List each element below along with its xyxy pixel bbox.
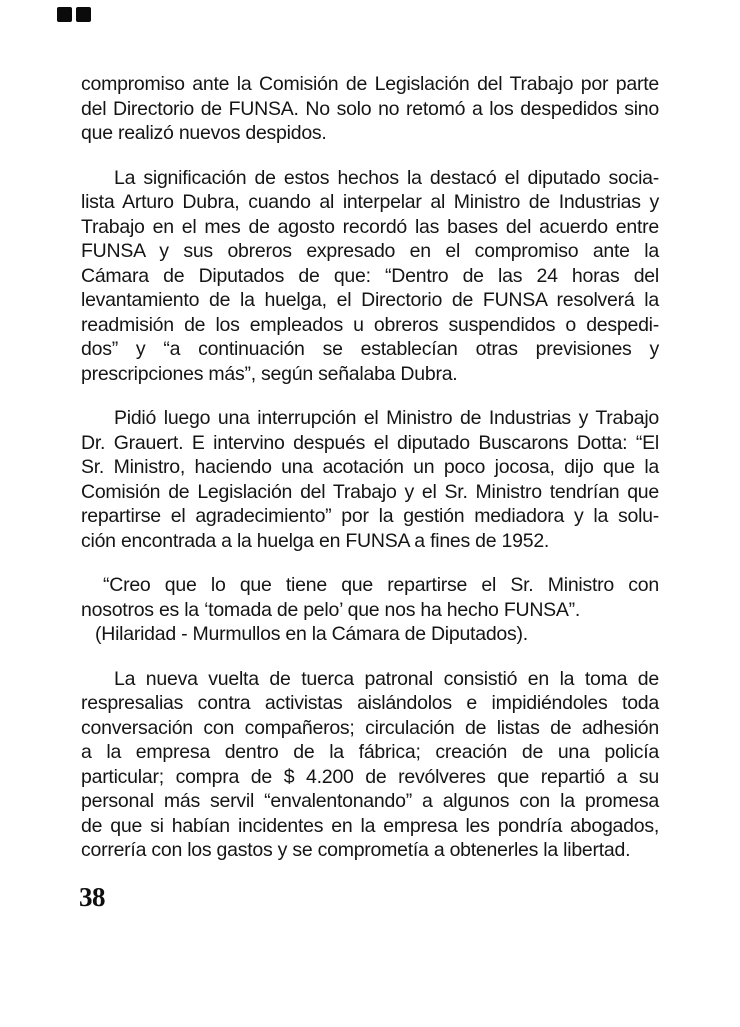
text-line: compromiso ante la Comisión de Legislación del Trabajo por parte <box>81 73 659 95</box>
paragraph <box>81 406 659 553</box>
scan-artifact-mark <box>57 7 72 22</box>
text-line: conversación con compañeros; circulación de listas de adhesión <box>81 716 659 739</box>
text-line: ción encontrada a la huelga en FUNSA a fines de 1952. <box>81 529 550 552</box>
scan-artifact-mark <box>76 7 91 22</box>
text-line: Cámara de Diputados de que: “Dentro de las 24 horas del <box>81 264 659 287</box>
text-line: repartirse el agradecimiento” por la gestión mediadora y la solu- <box>81 505 659 527</box>
text-line: La nueva vuelta de tuerca patronal consistió en la toma de <box>114 667 659 690</box>
page-text <box>81 72 659 883</box>
text-line: (Hilaridad - Murmullos en la Cámara de Diputados). <box>95 623 528 645</box>
text-line: Trabajo en el mes de agosto recordó las bases del acuerdo entre <box>81 215 659 238</box>
paragraph <box>81 667 659 863</box>
text-line: Comisión de Legislación del Trabajo y el Sr. Ministro tendrían que <box>81 480 659 503</box>
text-line: Pidió luego una interrupción el Ministro de Industrias y Trabajo <box>114 407 659 429</box>
text-line: FUNSA y sus obreros expresado en el compromiso ante la <box>81 240 659 262</box>
text-line: levantamiento de la huelga, el Directorio de FUNSA resolverá la <box>81 289 659 311</box>
text-line: La significación de estos hechos la destacó el diputado socia- <box>114 166 659 189</box>
text-line: dos” y “a continuación se establecían otras previsiones y <box>81 338 659 360</box>
text-line: prescripciones más”, según señalaba Dubra. <box>81 362 458 385</box>
paragraph <box>81 573 659 647</box>
paragraph <box>81 72 659 146</box>
text-line: nosotros es la ‘tomada de pelo’ que nos ha hecho FUNSA”. <box>81 598 581 621</box>
text-line: a la empresa dentro de la fábrica; creación de una policía <box>81 741 659 763</box>
text-line: del Directorio de FUNSA. No solo no retomó a los despedidos sino <box>81 97 659 120</box>
text-line: lista Arturo Dubra, cuando al interpelar al Ministro de Industrias y <box>81 191 659 213</box>
page-number: 38 <box>79 882 105 912</box>
text-line: que realizó nuevos despidos. <box>81 122 327 144</box>
paragraph <box>81 166 659 387</box>
text-line: Sr. Ministro, haciendo una acotación un poco jocosa, dijo que la <box>81 456 659 478</box>
text-line: correría con los gastos y se comprometía a obtenerles la libertad. <box>81 839 631 861</box>
text-line: respresalias contra activistas aislándolos e impidiéndoles toda <box>81 692 659 714</box>
text-line: readmisión de los empleados u obreros suspendidos o despedi- <box>81 313 659 336</box>
text-line: de que si habían incidentes en la empresa les pondría abogados, <box>81 814 659 837</box>
text-line: personal más servil “envalentonando” a algunos con la promesa <box>81 790 659 812</box>
text-line: particular; compra de $ 4.200 de revólveres que repartió a su <box>81 765 659 788</box>
text-line: “Creo que lo que tiene que repartirse el Sr. Ministro con <box>103 574 659 596</box>
text-line: Dr. Grauert. E intervino después el diputado Buscarons Dotta: “El <box>81 431 659 454</box>
